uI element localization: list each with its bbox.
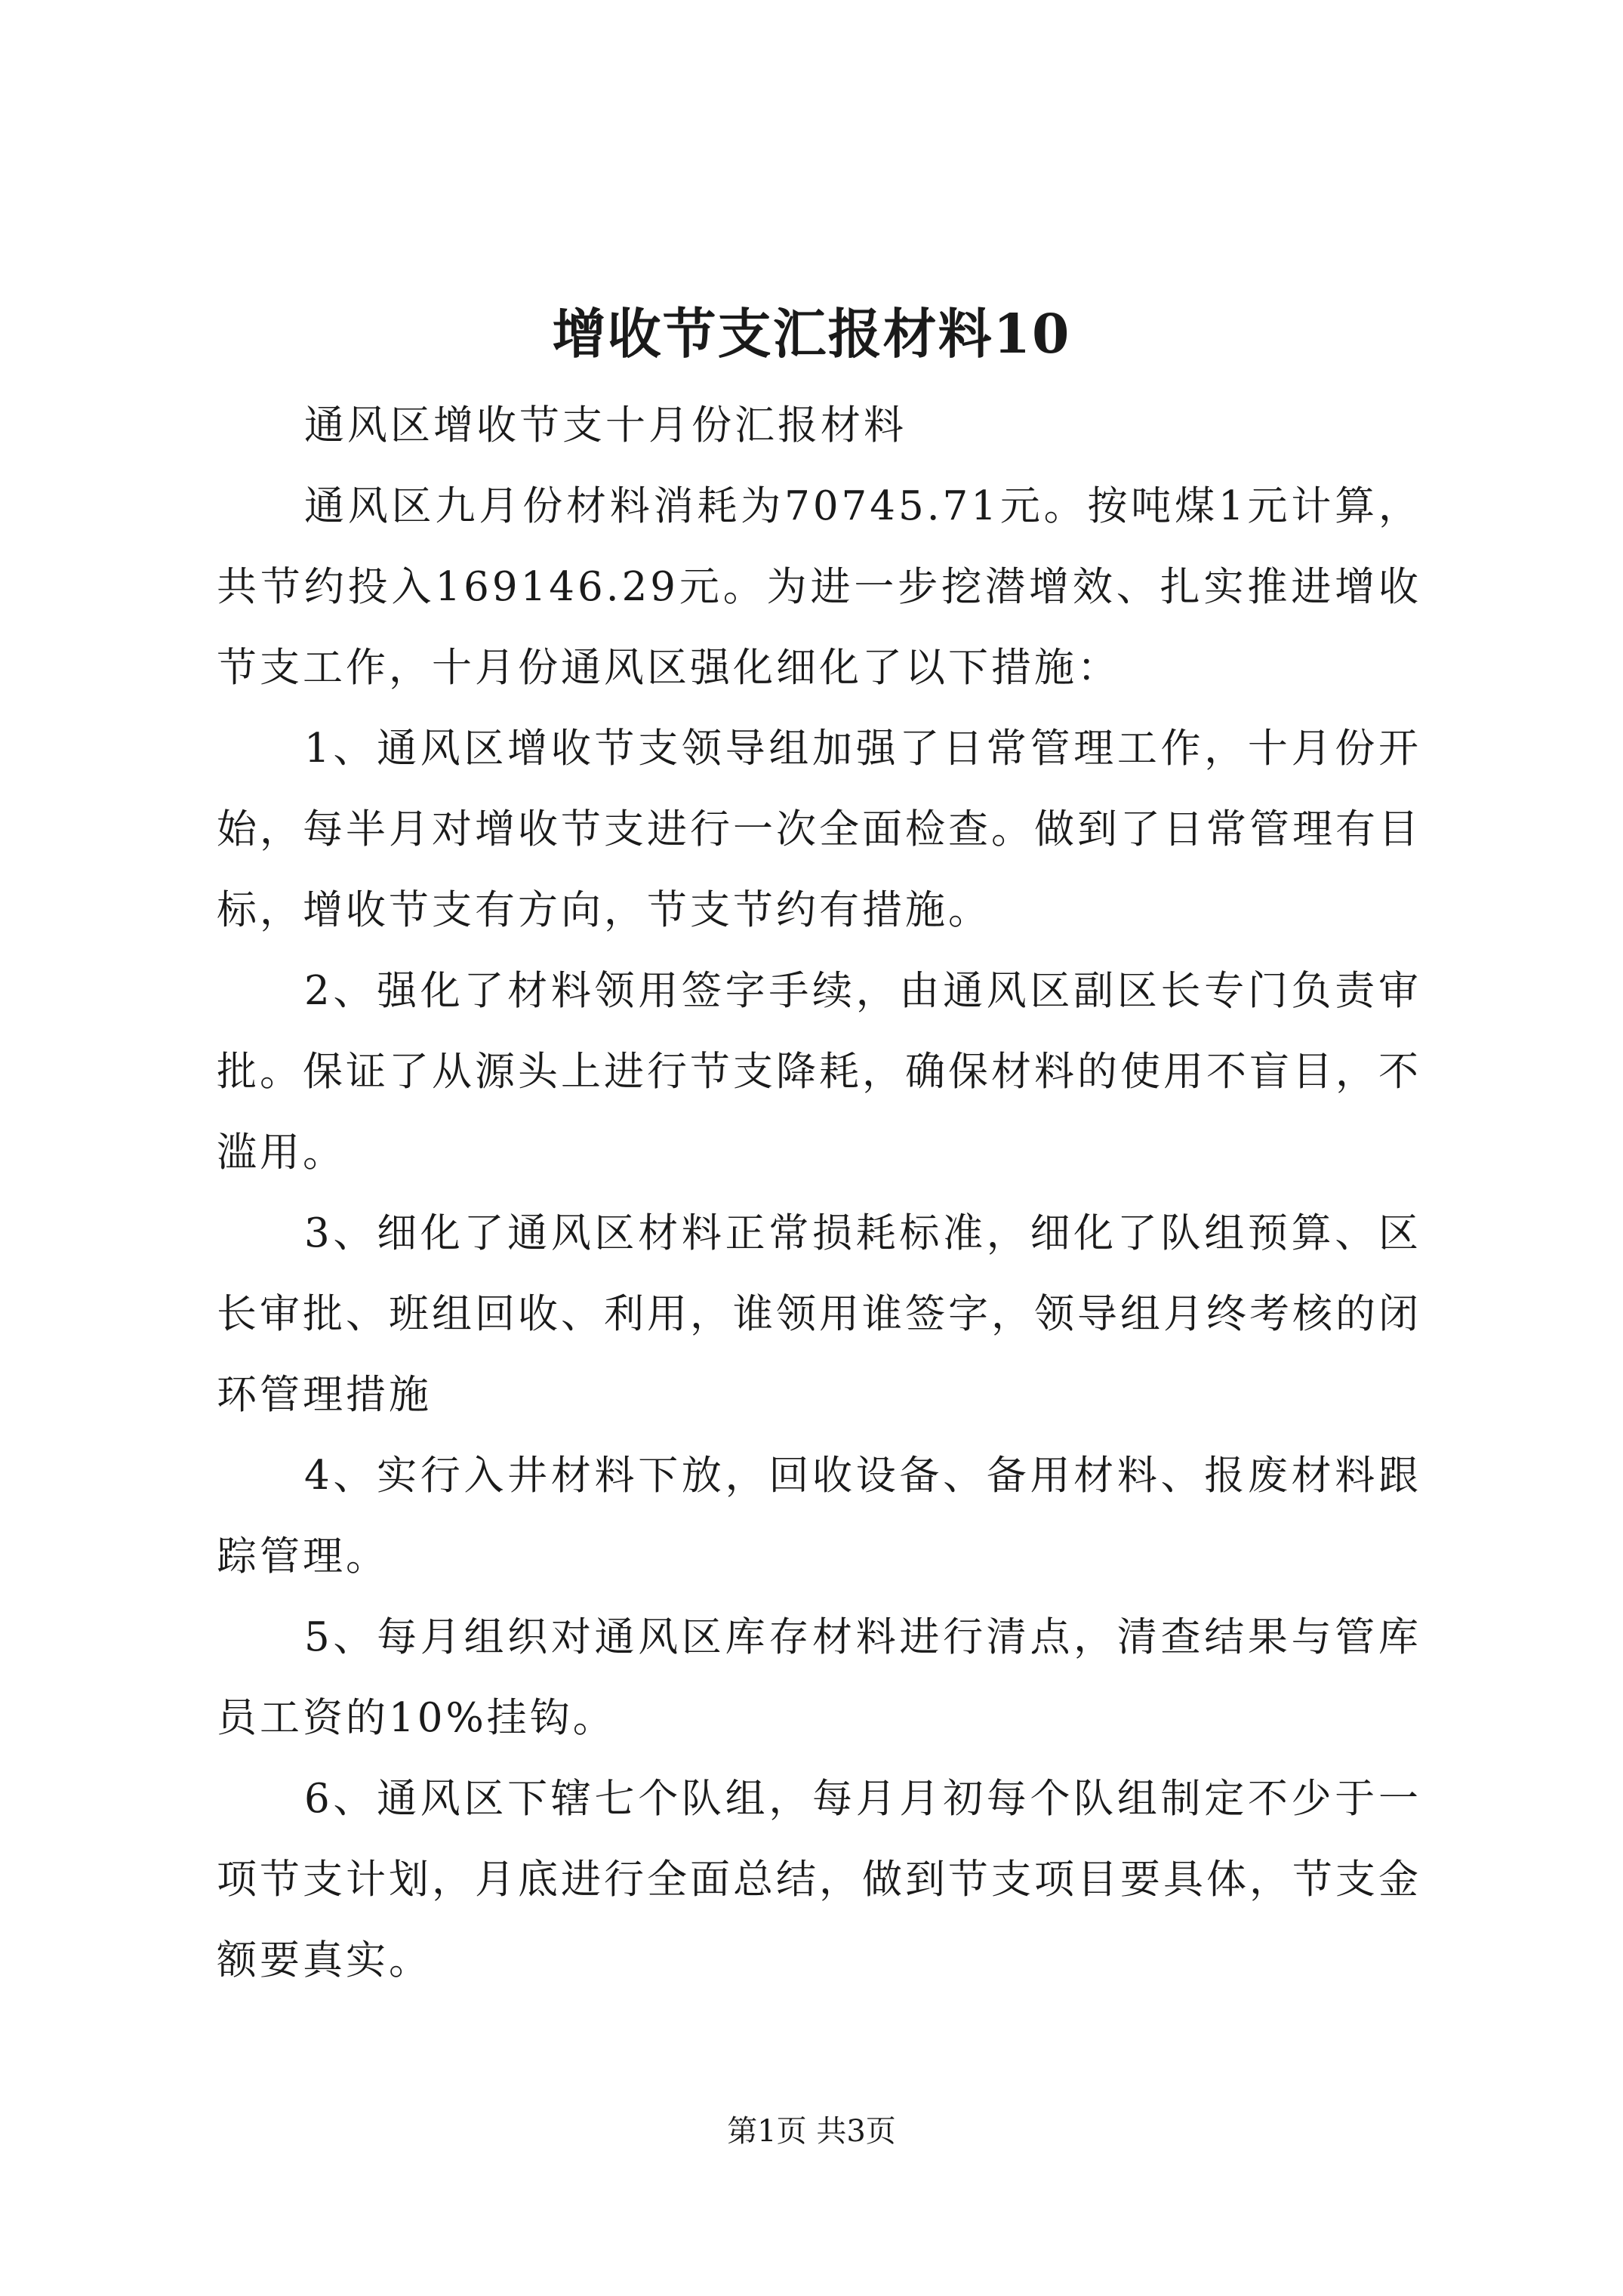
- paragraph-measure-4: 4、实行入井材料下放，回收设备、备用材料、报废材料跟踪管理。: [217, 1453, 1421, 1579]
- paragraph-measure-3: 3、细化了通风区材料正常损耗标准，细化了队组预算、区长审批、班组回收、利用，谁领用谁签字，领导组月终考核的闭环管理措施: [217, 1210, 1421, 1418]
- paragraph-measure-6: 6、通风区下辖七个队组，每月月初每个队组制定不少于一项节支计划，月底进行全面总结，做到节支项目要具体，节支金额要真实。: [217, 1776, 1421, 1983]
- page-number-footer: 第1页 共3页: [727, 2114, 896, 2149]
- paragraph-measure-5: 5、每月组织对通风区库存材料进行清点，清查结果与管库员工资的10%挂钩。: [217, 1614, 1421, 1741]
- document-body: [217, 385, 1421, 2001]
- paragraph-subtitle: 通风区增收节支十月份汇报材料: [304, 402, 907, 448]
- paragraph-measure-2: 2、强化了材料领用签字手续，由通风区副区长专门负责审批。保证了从源头上进行节支降耗，确保材料的使用不盲目，不滥用。: [217, 968, 1421, 1176]
- document-title: 增收节支汇报材料10: [552, 302, 1071, 365]
- paragraph-measure-1: 1、通风区增收节支领导组加强了日常管理工作，十月份开始，每半月对增收节支进行一次全面检查。做到了日常管理有目标，增收节支有方向，节支节约有措施。: [217, 726, 1421, 933]
- paragraph-summary: 通风区九月份材料消耗为70745.71元。按吨煤1元计算，共节约投入169146.29元。为进一步挖潜增效、扎实推进增收节支工作，十月份通风区强化细化了以下措施：: [217, 483, 1421, 691]
